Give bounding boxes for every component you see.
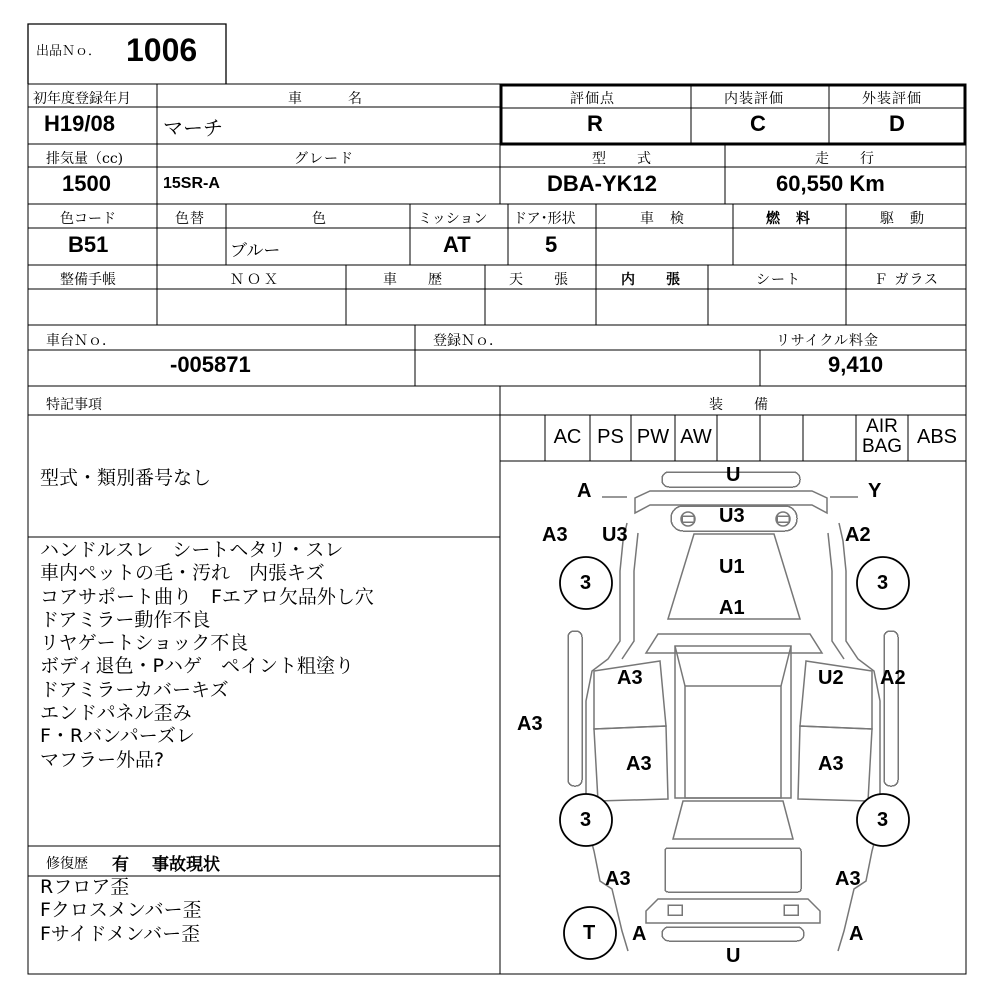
seat-label: シート (756, 272, 801, 288)
mark-tire-front-left: 3 (580, 572, 592, 594)
repaint-label: 色替 (175, 211, 205, 227)
mission-label: ミッション (418, 211, 488, 227)
reg-no-label: 登録Ｎｏ． (433, 333, 503, 349)
door-value: 5 (545, 232, 558, 257)
mark-front-bumper: U (726, 464, 741, 486)
first-reg-label: 初年度登録年月 (33, 91, 131, 107)
note-line: F・Rバンパーズレ (40, 725, 195, 748)
remarks-line-1: 型式・類別番号なし (40, 467, 212, 489)
mark-front-right-corner: Y (868, 480, 882, 502)
car-name-value: マーチ (163, 116, 223, 140)
mileage-value: 60,550 Km (776, 171, 885, 196)
mark-tire-rear-right: 3 (877, 809, 889, 831)
mileage-label: 走 行 (815, 151, 875, 167)
car-diagram (500, 461, 966, 974)
chassis-value: -005871 (170, 352, 251, 377)
equipment-aw: AW (680, 426, 712, 448)
displacement-value: 1500 (62, 171, 111, 196)
mark-left-front-door: A3 (617, 667, 643, 689)
mark-left-fender-upper: U3 (602, 524, 628, 546)
mark-hood-top: U1 (719, 556, 745, 578)
mark-hood: A1 (719, 597, 745, 619)
mark-right-front-door: U2 (818, 667, 844, 689)
note-line: エンドパネル歪み (40, 702, 192, 725)
color-code-value: B51 (68, 232, 109, 257)
mark-left-rear-door: A3 (626, 753, 652, 775)
mark-left-fender: A3 (542, 524, 568, 546)
exterior-label: 外装評価 (862, 91, 922, 107)
exterior-value: D (889, 111, 905, 136)
fuel-label: 燃 料 (766, 211, 811, 227)
mark-spare-tire: T (583, 922, 596, 944)
displacement-label: 排気量（cc) (46, 151, 124, 167)
score-label: 評価点 (570, 91, 615, 107)
color-label: 色 (312, 211, 327, 227)
mark-rear-bumper-left: A (632, 923, 647, 945)
history-label: 車 歴 (383, 272, 443, 288)
mark-left-rear-quarter: A3 (605, 868, 631, 890)
repair-history-value: 有 (112, 855, 129, 875)
mark-tire-rear-left: 3 (580, 809, 592, 831)
score-value: R (587, 111, 603, 136)
headliner-label: 内 張 (621, 272, 681, 288)
fglass-label: Ｆ ガラス (874, 272, 940, 288)
note-line: マフラー外品? (40, 748, 165, 771)
equipment-label: 装 備 (709, 397, 769, 413)
lot-label: 出品Ｎｏ． (36, 44, 102, 59)
mark-left-side: A3 (517, 713, 543, 735)
first-reg-value: H19/08 (44, 111, 115, 136)
repair-note-line: Rフロア歪 (40, 876, 130, 898)
grade-value: 15SR-A (163, 175, 220, 192)
repair-history-label: 修復歴 (46, 856, 88, 872)
maint-label: 整備手帳 (60, 272, 116, 288)
equipment-abs: ABS (916, 426, 958, 448)
mark-right-side: A2 (880, 667, 906, 689)
mark-right-rear-door: A3 (818, 753, 844, 775)
note-line: ドアミラーカバーキズ (40, 678, 229, 701)
mission-value: AT (443, 232, 471, 257)
car-name-label: 車 名 (288, 91, 363, 107)
mark-front-left-corner: A (577, 480, 592, 502)
drive-label: 駆 動 (880, 211, 925, 227)
recycle-value: 9,410 (828, 352, 884, 377)
nox-label: ＮＯＸ (230, 272, 281, 288)
mark-right-rear-quarter: A3 (835, 868, 861, 890)
chassis-label: 車台Ｎｏ． (46, 333, 116, 349)
note-line: 車内ペットの毛・汚れ 内張キズ (40, 562, 325, 585)
repair-notes (40, 876, 202, 946)
equipment-ac: AC (553, 426, 582, 448)
note-line: ドアミラー動作不良 (40, 608, 211, 631)
model-value: DBA-YK12 (547, 171, 658, 196)
mark-rear-bumper: U (726, 945, 741, 967)
equipment-airbag: AIR BAG (861, 416, 903, 457)
note-line: リヤゲートショック不良 (40, 632, 249, 655)
remarks-label: 特記事項 (46, 397, 102, 413)
equipment-pw: PW (636, 426, 670, 448)
color-code-label: 色コード (60, 211, 116, 227)
interior-label: 内装評価 (724, 91, 784, 107)
inspection-label: 車 検 (640, 211, 685, 227)
note-line: コアサポート曲り Fエアロ欠品外し穴 (40, 585, 374, 608)
repair-note-line: Fクロスメンバー歪 (40, 899, 202, 922)
interior-value: C (750, 111, 766, 136)
lot-number: 1006 (126, 32, 198, 68)
color-value: ブルー (230, 241, 281, 261)
mark-tire-front-right: 3 (877, 572, 889, 594)
mark-right-fender: A2 (845, 524, 871, 546)
repair-note-line: Fサイドメンバー歪 (40, 922, 201, 945)
sunroof-label: 天 張 (509, 272, 569, 288)
recycle-label: リサイクル料金 (776, 333, 880, 349)
grade-label: グレード (294, 151, 354, 167)
equipment-ps: PS (597, 426, 624, 448)
mark-grille: U3 (719, 505, 745, 527)
note-line: ハンドルスレ シートヘタリ・スレ (40, 539, 344, 561)
door-label: ドア･形状 (513, 211, 576, 227)
remarks-notes (40, 539, 374, 772)
note-line: ボディ退色・Pハゲ ペイント粗塗り (40, 655, 354, 678)
mark-rear-bumper-right: A (849, 923, 864, 945)
model-label: 型 式 (592, 151, 652, 167)
accident-status-label: 事故現状 (152, 855, 220, 875)
